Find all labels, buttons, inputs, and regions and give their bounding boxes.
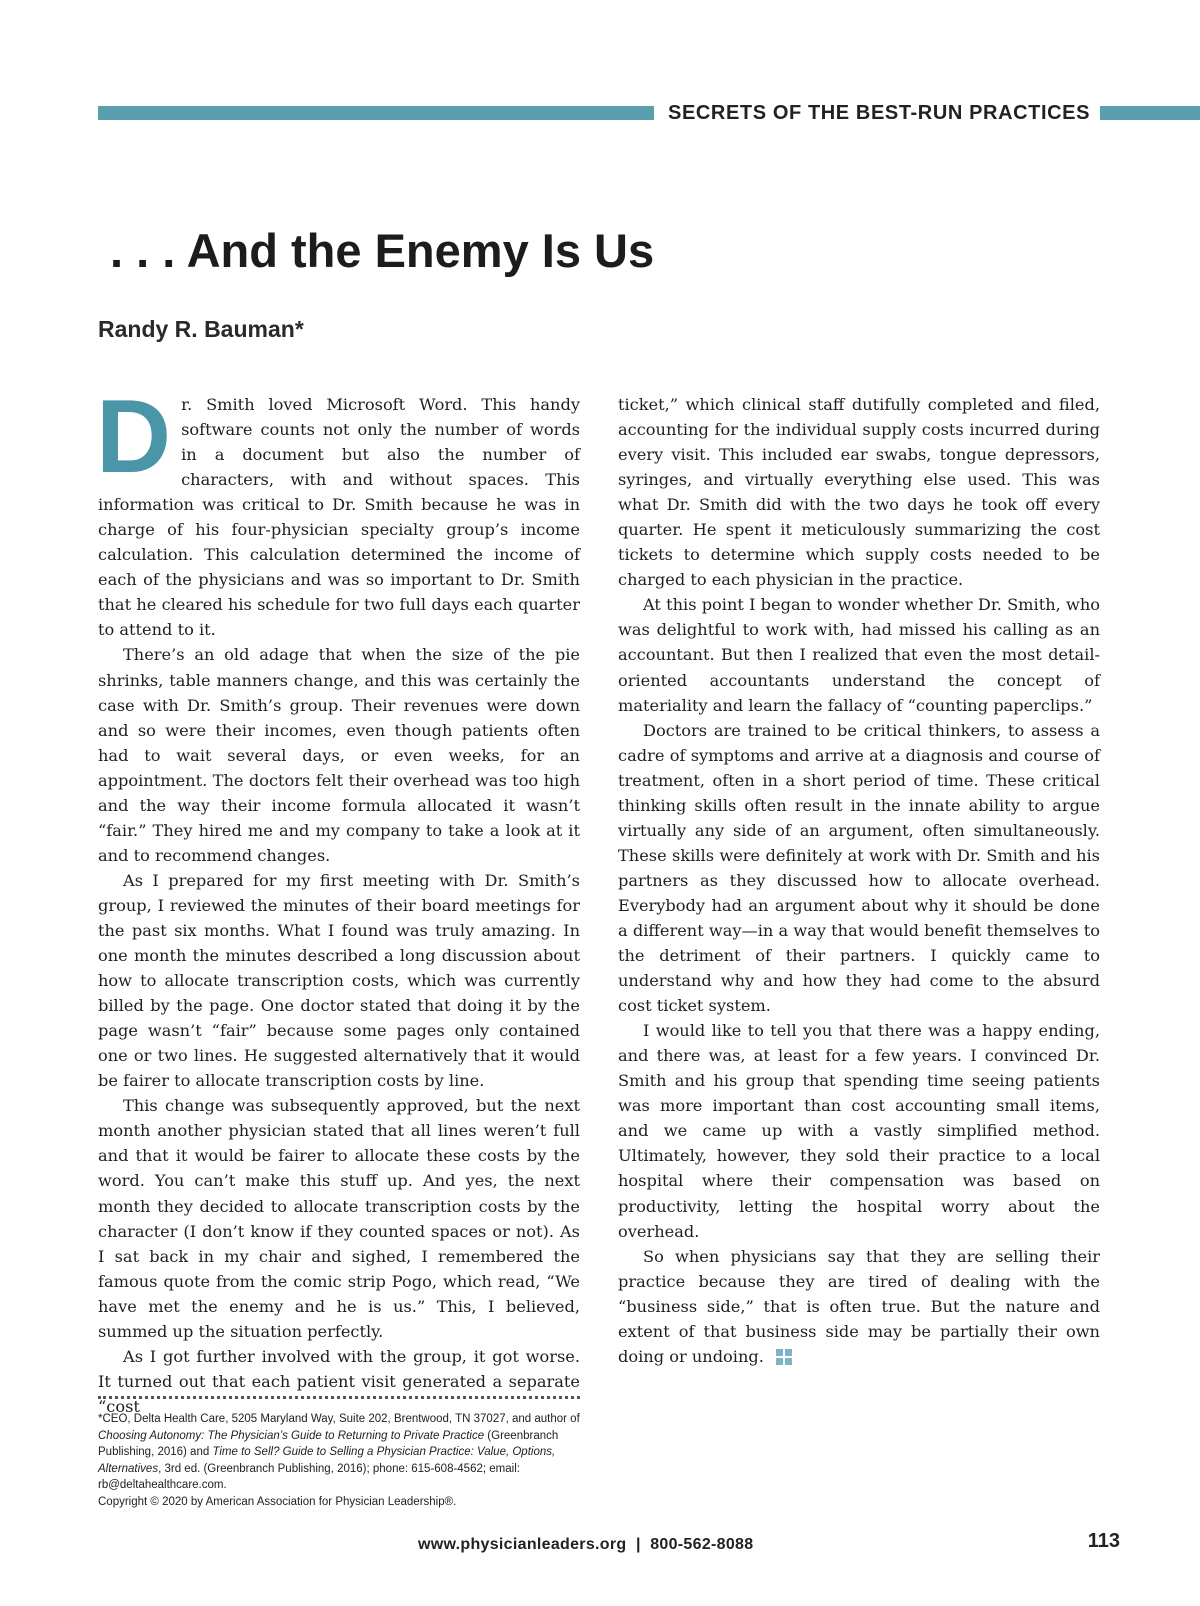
right-column: [618, 392, 1100, 1369]
header-rule-right: [1100, 106, 1200, 120]
paragraph: As I got further involved with the group, it got worse. It turned out that each patient visit generated a separate “cost: [98, 1346, 580, 1416]
end-of-article-icon: [776, 1349, 792, 1365]
article-title: . . . And the Enemy Is Us: [110, 224, 655, 277]
drop-cap: D: [96, 379, 172, 495]
page-number: 113: [1087, 1530, 1120, 1552]
copyright: Copyright © 2020 by American Association for Physician Leadership®.: [98, 1495, 457, 1508]
book-title: Choosing Autonomy: The Physician’s Guide to Returning to Private Practice: [98, 1429, 485, 1442]
paragraph: At this point I began to wonder whether Dr. Smith, who was delightful to work with, had missed his calling as an accountant. But then I realized that even the most detail-oriented accountants understand the concept of materiality and learn the fallacy of “counting paperclips.”: [618, 595, 1100, 715]
paragraph: As I prepared for my first meeting with Dr. Smith’s group, I reviewed the minutes of their board meetings for the past six months. What I found was truly amazing. In one month the minutes described a long discussion about how to allocate transcription costs, which was currently billed by the page. One doctor stated that doing it by the page wasn’t “fair” because some pages only contained one or two lines. He suggested alternatively that it would be fairer to allocate transcription costs by line.: [98, 870, 580, 1091]
footnote-text: *CEO, Delta Health Care, 5205 Maryland Way, Suite 202, Brentwood, TN 37027, and author of Choosing Autonomy: The Physician’s Guide to Returning to Private Practice (Greenbranch Publishing, 2016) and Time to Sell? Guide to Selling a Physician Practice: Value, Options, Alternatives, 3rd ed. (Greenbranch Publishing, 2016); phone: 615-608-4562; email: rb@deltahealthcare.com.: [98, 1413, 580, 1491]
paragraph: ticket,” which clinical staff dutifully completed and filed, accounting for the individual supply costs incurred during every visit. This included ear swabs, tongue depressors, syringes, and virtually everything else used. This was what Dr. Smith did with the two days he took off every quarter. He spent it meticulously summarizing the cost tickets to determine which supply costs needed to be charged to each physician in the practice.: [618, 395, 1100, 590]
footer-contact: www.physicianleaders.org | 800-562-8088: [418, 1536, 754, 1553]
paragraph: Doctors are trained to be critical thinkers, to assess a cadre of symptoms and arrive at a diagnosis and course of treatment, often in a short period of time. These critical thinking skills often result in the innate ability to argue virtually any side of an argument, often simultaneously. These skills were definitely at work with Dr. Smith and his partners as they discussed how to allocate overhead. Everybody had an argument about why it should be done a different way—in a way that would benefit themselves to the detriment of their partners. I quickly came to understand why and how they had come to the absurd cost ticket system.: [618, 720, 1100, 1016]
paragraph: I would like to tell you that there was a happy ending, and there was, at least for a few years. I convinced Dr. Smith and his group that spending time seeing patients was more important than cost accounting small items, and we came up with a vastly simplified method. Ultimately, however, they sold their practice to a local hospital where their compensation was based on productivity, letting the hospital worry about the overhead.: [618, 1021, 1100, 1241]
author-name: Randy R. Bauman*: [98, 316, 304, 342]
paragraph: There’s an old adage that when the size of the pie shrinks, table manners change, and this was certainly the case with Dr. Smith’s group. Their revenues were down and so were their incomes, even though patients often had to wait several days, or even weeks, for an appointment. The doctors felt their overhead was too high and the way their income formula allocated it wasn’t “fair.” They hired me and my company to take a look at it and to recommend changes.: [98, 645, 580, 865]
paragraph-text: r. Smith loved Microsoft Word. This handy software counts not only the number of words in a document but also the number of characters, with and without spaces. This information was critical to Dr. Smith because he was in charge of his four-physician specialty group’s income calculation. This calculation determined the income of each of the physicians and was so important to Dr. Smith that he cleared his schedule for two full days each quarter to attend to it.: [98, 395, 580, 640]
paragraph-text: So when physicians say that they are selling their practice because they are tired of dealing with the “business side,” that is often true. But the nature and extent of that business side may be partially their own doing or undoing.: [618, 1246, 1100, 1366]
footnote-divider: [98, 1396, 580, 1399]
paragraph: This change was subsequently approved, but the next month another physician stated that all lines weren’t full and that it would be fairer to allocate these costs by the word. You can’t make this stuff up. And yes, the next month they decided to allocate transcription costs by the character (I don’t know if they counted spaces or not). As I sat back in my chair and sighed, I remembered the famous quote from the comic strip Pogo, which read, “We have met the enemy and he is us.” This, I believed, summed up the situation perfectly.: [98, 1096, 580, 1341]
book-title: Time to Sell? Guide to Selling a Physician Practice: Value, Options, Alternatives: [98, 1446, 556, 1475]
left-column: [96, 379, 580, 1419]
paragraph: [618, 1244, 1100, 1369]
paragraph: [96, 379, 580, 642]
footnote: [98, 1411, 580, 1510]
header-rule-left: [98, 106, 654, 120]
section-title: SECRETS OF THE BEST-RUN PRACTICES: [668, 102, 1091, 124]
